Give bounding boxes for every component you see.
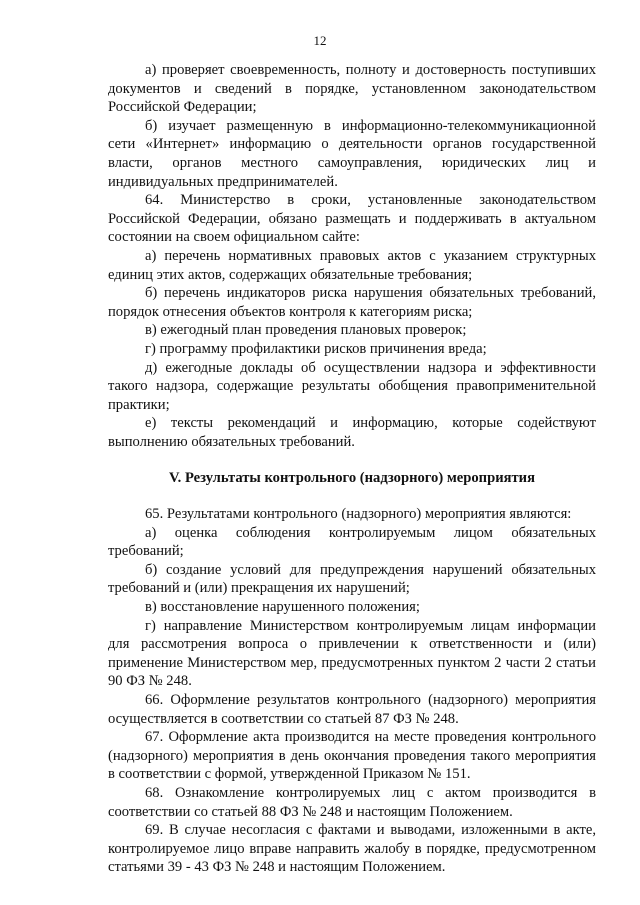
paragraph-64g: г) программу профилактики рисков причинения вреда; — [145, 340, 487, 357]
paragraph-67: 67. Оформление акта производится на месте проведения контрольного (надзорного) мероприятия в день окончания проведения такого мероприятия в соответствии с формой, утвержденной Приказом № 151. — [108, 729, 596, 783]
paragraph-64: 64. Министерство в сроки, установленные законодательством Российской Федерации, обязано размещать и поддерживать в актуальном состоянии на своем официальном сайте: — [108, 192, 596, 246]
document-body — [108, 61, 596, 877]
paragraph-63a: а) проверяет своевременность, полноту и достоверность поступивших документов и сведений в порядке, установленном законодательством Российской Федерации; — [108, 62, 596, 116]
paragraph-66: 66. Оформление результатов контрольного (надзорного) мероприятия осуществляется в соответствии со статьей 87 ФЗ № 248. — [108, 692, 596, 727]
paragraph-64v: в) ежегодный план проведения плановых проверок; — [145, 322, 467, 339]
paragraph-63b: б) изучает размещенную в информационно-телекоммуникационной сети «Интернет» информацию о деятельности органов государственной власти, органов местного самоуправления, юридических лиц и индивидуальных предпринимателей. — [108, 117, 596, 190]
paragraph-68: 68. Ознакомление контролируемых лиц с актом производится в соответствии со статьей 88 ФЗ № 248 и настоящим Положением. — [108, 784, 596, 820]
page-number: 12 — [313, 33, 327, 48]
section-heading: V. Результаты контрольного (надзорного) мероприятия — [168, 470, 535, 487]
paragraph-64e: е) тексты рекомендаций и информацию, которые содействуют выполнению обязательных требований. — [108, 415, 596, 450]
paragraph-69: 69. В случае несогласия с фактами и выводами, изложенными в акте, контролируемое лицо вправе направить жалобу в порядке, предусмотренном статьями 39 - 43 ФЗ № 248 и настоящим Положением. — [108, 822, 596, 876]
paragraph-65g: г) направление Министерством контролируемым лицам информации для рассмотрения вопроса о привлечении к ответственности и (или) применение Министерством мер, предусмотренных пунктом 2 части 2 статьи 90 ФЗ № 248. — [108, 617, 596, 690]
paragraph-65a: а) оценка соблюдения контролируемым лицом обязательных требований; — [108, 524, 596, 560]
paragraph-65: 65. Результатами контрольного (надзорного) мероприятия являются: — [145, 506, 572, 523]
paragraph-64d: д) ежегодные доклады об осуществлении надзора и эффективности такого надзора, содержащие результаты обобщения правоприменительной практики; — [108, 359, 596, 413]
paragraph-64a: а) перечень нормативных правовых актов с указанием структурных единиц этих актов, содержащих обязательные требования; — [108, 247, 596, 283]
paragraph-65v: в) восстановление нарушенного положения; — [145, 599, 420, 616]
paragraph-64b: б) перечень индикаторов риска нарушения обязательных требований, порядок отнесения объектов контроля к категориям риска; — [108, 285, 596, 320]
paragraph-65b: б) создание условий для предупреждения нарушений обязательных требований и (или) прекращения их нарушений; — [108, 561, 596, 597]
